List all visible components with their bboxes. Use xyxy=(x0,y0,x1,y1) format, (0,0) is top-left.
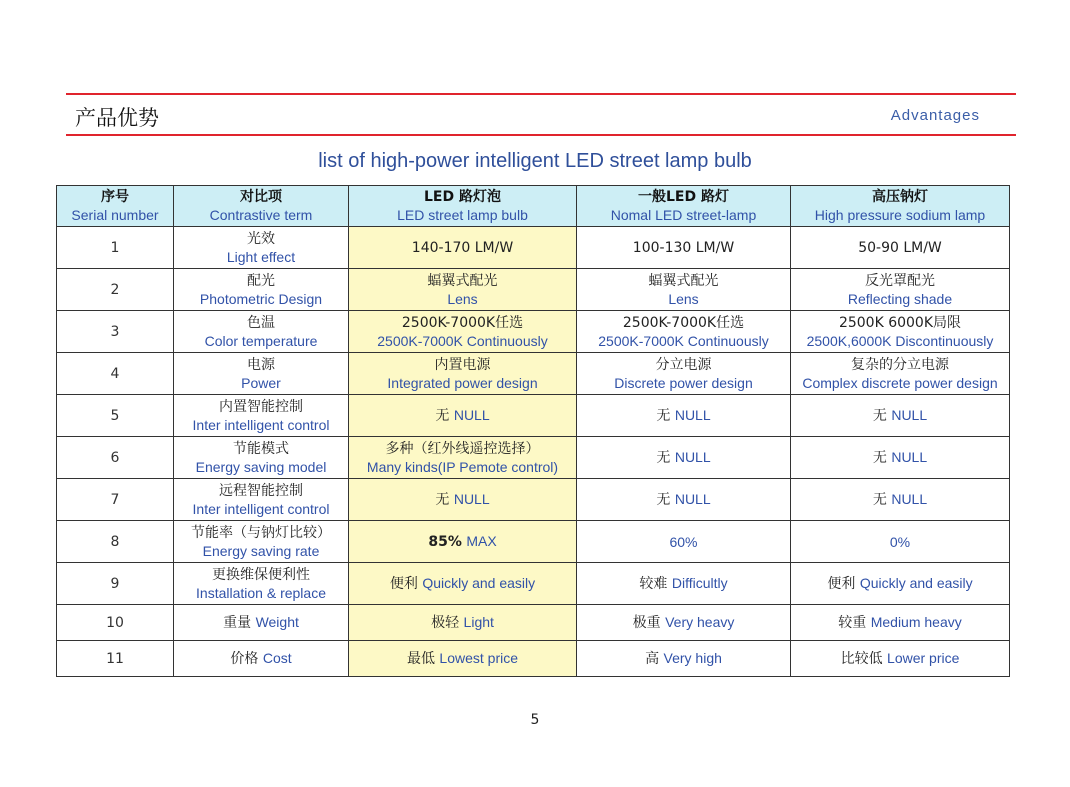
cell-sodium: 较重 Medium heavy xyxy=(791,605,1010,641)
table-title: list of high-power intelligent LED street lamp bulb xyxy=(318,150,752,172)
row-term: 节能率（与钠灯比较） Energy saving rate xyxy=(174,521,349,563)
table-row xyxy=(57,479,1010,521)
cell-sodium: 比较低 Lower price xyxy=(791,641,1010,677)
cell-led-bulb: 140-170 LM/W xyxy=(349,227,577,269)
table-row xyxy=(57,521,1010,563)
cell-sodium: 50-90 LM/W xyxy=(791,227,1010,269)
table-row xyxy=(57,395,1010,437)
table-header-row xyxy=(57,186,1010,227)
table-row xyxy=(57,605,1010,641)
row-number: 5 xyxy=(57,395,174,437)
cell-normal-led: 分立电源 Discrete power design xyxy=(577,353,791,395)
cell-sodium: 无 NULL xyxy=(791,437,1010,479)
cell-led-bulb: 极轻 Light xyxy=(349,605,577,641)
page-number: 5 xyxy=(530,712,540,728)
table-row xyxy=(57,563,1010,605)
row-term: 节能模式 Energy saving model xyxy=(174,437,349,479)
header-top-rule xyxy=(66,93,1016,95)
cell-sodium: 无 NULL xyxy=(791,479,1010,521)
cell-normal-led: 60% xyxy=(577,521,791,563)
cell-sodium: 反光罩配光 Reflecting shade xyxy=(791,269,1010,311)
table-row xyxy=(57,437,1010,479)
row-number: 2 xyxy=(57,269,174,311)
table-row xyxy=(57,311,1010,353)
col-header-sodium: 高压钠灯 High pressure sodium lamp xyxy=(791,186,1010,227)
header-bottom-rule xyxy=(66,134,1016,136)
row-number: 8 xyxy=(57,521,174,563)
row-number: 11 xyxy=(57,641,174,677)
col-header-led-bulb: LED 路灯泡 LED street lamp bulb xyxy=(349,186,577,227)
row-number: 7 xyxy=(57,479,174,521)
row-number: 9 xyxy=(57,563,174,605)
cell-led-bulb: 无 NULL xyxy=(349,395,577,437)
cell-normal-led: 蝠翼式配光 Lens xyxy=(577,269,791,311)
row-term: 配光 Photometric Design xyxy=(174,269,349,311)
row-term: 重量 Weight xyxy=(174,605,349,641)
comparison-table xyxy=(56,185,1010,677)
cell-normal-led: 无 NULL xyxy=(577,479,791,521)
col-header-normal-led: 一般LED 路灯 Nomal LED street-lamp xyxy=(577,186,791,227)
cell-normal-led: 极重 Very heavy xyxy=(577,605,791,641)
cell-sodium: 复杂的分立电源 Complex discrete power design xyxy=(791,353,1010,395)
row-term: 光效 Light effect xyxy=(174,227,349,269)
cell-sodium: 2500K 6000K局限 2500K,6000K Discontinuously xyxy=(791,311,1010,353)
cell-led-bulb: 最低 Lowest price xyxy=(349,641,577,677)
cell-led-bulb: 便利 Quickly and easily xyxy=(349,563,577,605)
row-term: 电源 Power xyxy=(174,353,349,395)
page-title: 产品优势 xyxy=(75,106,159,130)
row-term: 内置智能控制 Inter intelligent control xyxy=(174,395,349,437)
table-row xyxy=(57,641,1010,677)
cell-led-bulb: 85% MAX xyxy=(349,521,577,563)
row-number: 1 xyxy=(57,227,174,269)
cell-normal-led: 无 NULL xyxy=(577,395,791,437)
col-header-term: 对比项 Contrastive term xyxy=(174,186,349,227)
page-title-en: Advantages xyxy=(890,107,980,124)
row-number: 4 xyxy=(57,353,174,395)
row-term: 更换维保便利性 Installation & replace xyxy=(174,563,349,605)
col-header-serial: 序号 Serial number xyxy=(57,186,174,227)
cell-normal-led: 无 NULL xyxy=(577,437,791,479)
table-row xyxy=(57,353,1010,395)
row-number: 3 xyxy=(57,311,174,353)
cell-sodium: 0% xyxy=(791,521,1010,563)
row-number: 6 xyxy=(57,437,174,479)
row-term: 价格 Cost xyxy=(174,641,349,677)
cell-led-bulb: 无 NULL xyxy=(349,479,577,521)
cell-normal-led: 100-130 LM/W xyxy=(577,227,791,269)
row-term: 远程智能控制 Inter intelligent control xyxy=(174,479,349,521)
table-row xyxy=(57,227,1010,269)
cell-normal-led: 2500K-7000K任选 2500K-7000K Continuously xyxy=(577,311,791,353)
cell-normal-led: 高 Very high xyxy=(577,641,791,677)
cell-sodium: 便利 Quickly and easily xyxy=(791,563,1010,605)
cell-sodium: 无 NULL xyxy=(791,395,1010,437)
cell-led-bulb: 多种（红外线遥控选择） Many kinds(IP Pemote control) xyxy=(349,437,577,479)
cell-led-bulb: 蝠翼式配光 Lens xyxy=(349,269,577,311)
cell-led-bulb: 2500K-7000K任选 2500K-7000K Continuously xyxy=(349,311,577,353)
cell-normal-led: 较难 Difficultly xyxy=(577,563,791,605)
row-number: 10 xyxy=(57,605,174,641)
cell-led-bulb: 内置电源 Integrated power design xyxy=(349,353,577,395)
table-row xyxy=(57,269,1010,311)
row-term: 色温 Color temperature xyxy=(174,311,349,353)
